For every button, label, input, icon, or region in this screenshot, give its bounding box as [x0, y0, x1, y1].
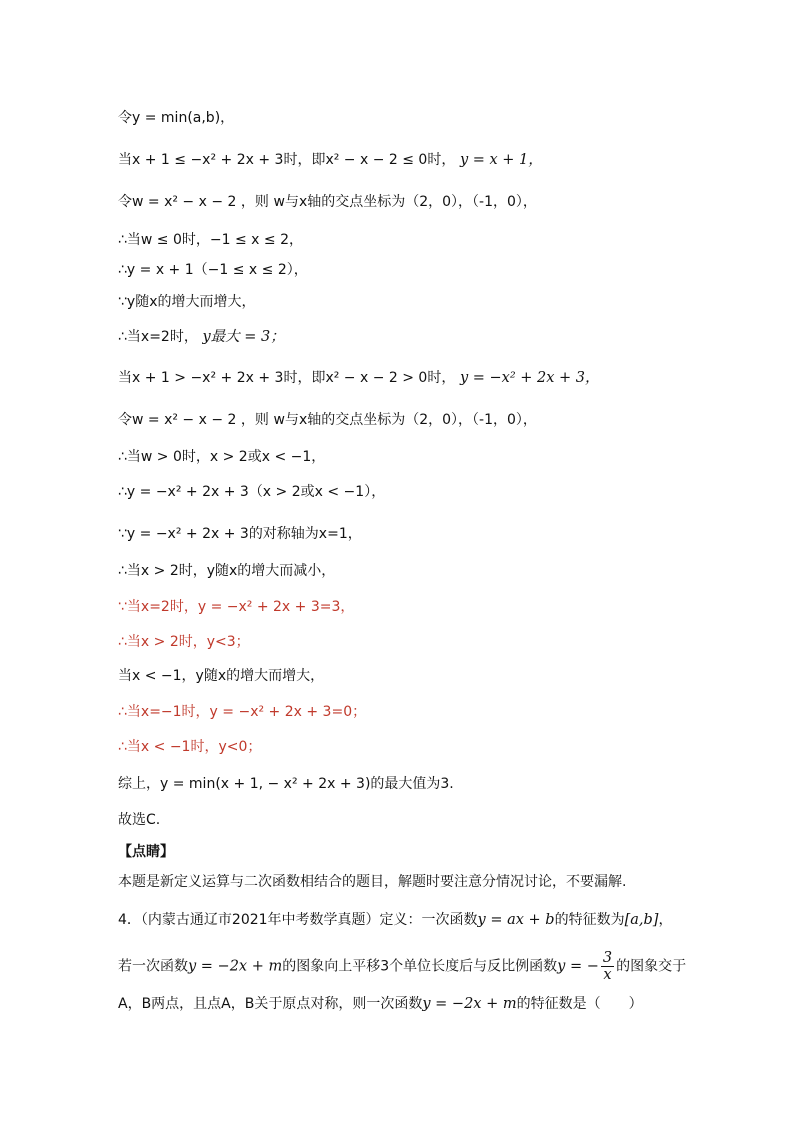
text-intersection-1: w与x轴的交点坐标为（2，0），（-1，0）， — [273, 194, 537, 210]
text-q4-intersect: 的图象交于 — [616, 958, 687, 975]
text-q4-if: 若一次函数 — [118, 958, 188, 975]
text-decreasing: ∴当x > 2时，y随x的增大而减小， — [118, 563, 336, 579]
line-xneg1-value — [118, 702, 366, 722]
line-case1 — [118, 150, 543, 170]
text-x2-value: ∵当x=2时，y = −x² + 2x + 3=3， — [118, 599, 355, 615]
text-w-le-0: ∴当w ≤ 0时，−1 ≤ x ≤ 2， — [118, 232, 303, 248]
text-q4-comma: ， — [658, 912, 673, 928]
text-xneg1-value: ∴当x=−1时，y = −x² + 2x + 3=0； — [118, 704, 367, 720]
line-comment — [118, 872, 626, 892]
text-q4-shift: 的图象向上平移3个单位长度后与反比例函数 — [282, 958, 558, 975]
line-max-3 — [118, 327, 285, 347]
line-w-gt-0 — [118, 447, 325, 467]
line-axis — [118, 524, 362, 544]
text-q4-answer-blank: 的特征数是（ ） — [516, 996, 643, 1012]
line-y-eq-x1 — [118, 260, 308, 280]
line-decreasing — [118, 561, 335, 581]
line-let-y-min — [118, 108, 234, 128]
text-axis: ∵y = −x² + 2x + 3的对称轴为x=1， — [118, 526, 362, 542]
text-q4-linear3: y = −2x + m — [422, 996, 517, 1012]
line-x2-value — [118, 597, 354, 617]
line-dianjing — [118, 842, 174, 862]
text-y-lt-3: ∴当x > 2时，y<3； — [118, 634, 250, 650]
text-q4-feature: 的特征数为 — [554, 912, 625, 928]
text-comment: 本题是新定义运算与二次函数相结合的题目，解题时要注意分情况讨论，不要漏解. — [118, 874, 627, 890]
line-increasing — [118, 292, 255, 312]
line-y-quadratic — [118, 482, 385, 502]
line-y-lt-3 — [118, 632, 250, 652]
text-q4-inverse-y: y = − — [557, 958, 599, 975]
text-intersection-2: w与x轴的交点坐标为（2，0），（-1，0）， — [273, 412, 537, 428]
text-x-lt-neg1: 当x < −1，y随x的增大而增大， — [118, 668, 325, 684]
line-q4-shift — [118, 950, 686, 983]
text-q4-linear2: y = −2x + m — [188, 958, 283, 975]
text-dianjing-heading: 【点睛】 — [118, 844, 174, 860]
text-q4-intro: 4．（内蒙古通辽市2021年中考数学真题）定义：一次函数 — [118, 912, 478, 928]
text-case1-y: y = x + 1， — [459, 152, 543, 168]
line-let-w-2 — [118, 410, 537, 430]
line-case2 — [118, 368, 600, 388]
text-increasing: ∵y随x的增大而增大， — [118, 294, 256, 310]
text-let-w-2: 令w = x² − x − 2 ，则 — [118, 412, 269, 428]
line-summary — [118, 774, 454, 794]
fraction-3-over-x — [601, 950, 614, 983]
text-y-eq-x1: ∴y = x + 1（−1 ≤ x ≤ 2）， — [118, 262, 308, 278]
text-let-y-min: 令y = min(a,b)， — [118, 110, 235, 126]
line-y-lt-0 — [118, 737, 261, 757]
line-let-w-1 — [118, 192, 537, 212]
text-case2-condition: 当x + 1 > −x² + 2x + 3时，即x² − x − 2 > 0时， — [118, 370, 456, 386]
fraction-denominator: x — [603, 967, 612, 983]
line-w-le-0 — [118, 230, 303, 250]
text-q4-linear: y = ax + b — [477, 912, 555, 928]
text-y-quadratic: ∴y = −x² + 2x + 3（x > 2或x < −1）， — [118, 484, 386, 500]
text-choose-c: 故选C. — [118, 812, 161, 828]
line-q4-def — [118, 910, 672, 930]
text-let-w-1: 令w = x² − x − 2 ，则 — [118, 194, 269, 210]
line-x-lt-neg1 — [118, 666, 324, 686]
text-w-gt-0: ∴当w > 0时，x > 2或x < −1， — [118, 449, 326, 465]
text-y-lt-0: ∴当x < −1时，y<0； — [118, 739, 262, 755]
line-q4-question — [118, 994, 643, 1014]
text-when-x2: ∴当x=2时， — [118, 329, 198, 345]
fraction-numerator: 3 — [602, 950, 613, 966]
text-y-max: y最大 = 3； — [202, 329, 285, 345]
text-summary: 综上，y = min(x + 1, − x² + 2x + 3)的最大值为3. — [118, 776, 454, 792]
line-choose-c — [118, 810, 160, 830]
text-q4-ab: [a,b] — [624, 912, 659, 928]
text-case2-y: y = −x² + 2x + 3， — [459, 370, 600, 386]
text-case1-condition: 当x + 1 ≤ −x² + 2x + 3时，即x² − x − 2 ≤ 0时， — [118, 152, 456, 168]
text-q4-symmetric: A，B两点，且点A，B关于原点对称，则一次函数 — [118, 996, 423, 1012]
